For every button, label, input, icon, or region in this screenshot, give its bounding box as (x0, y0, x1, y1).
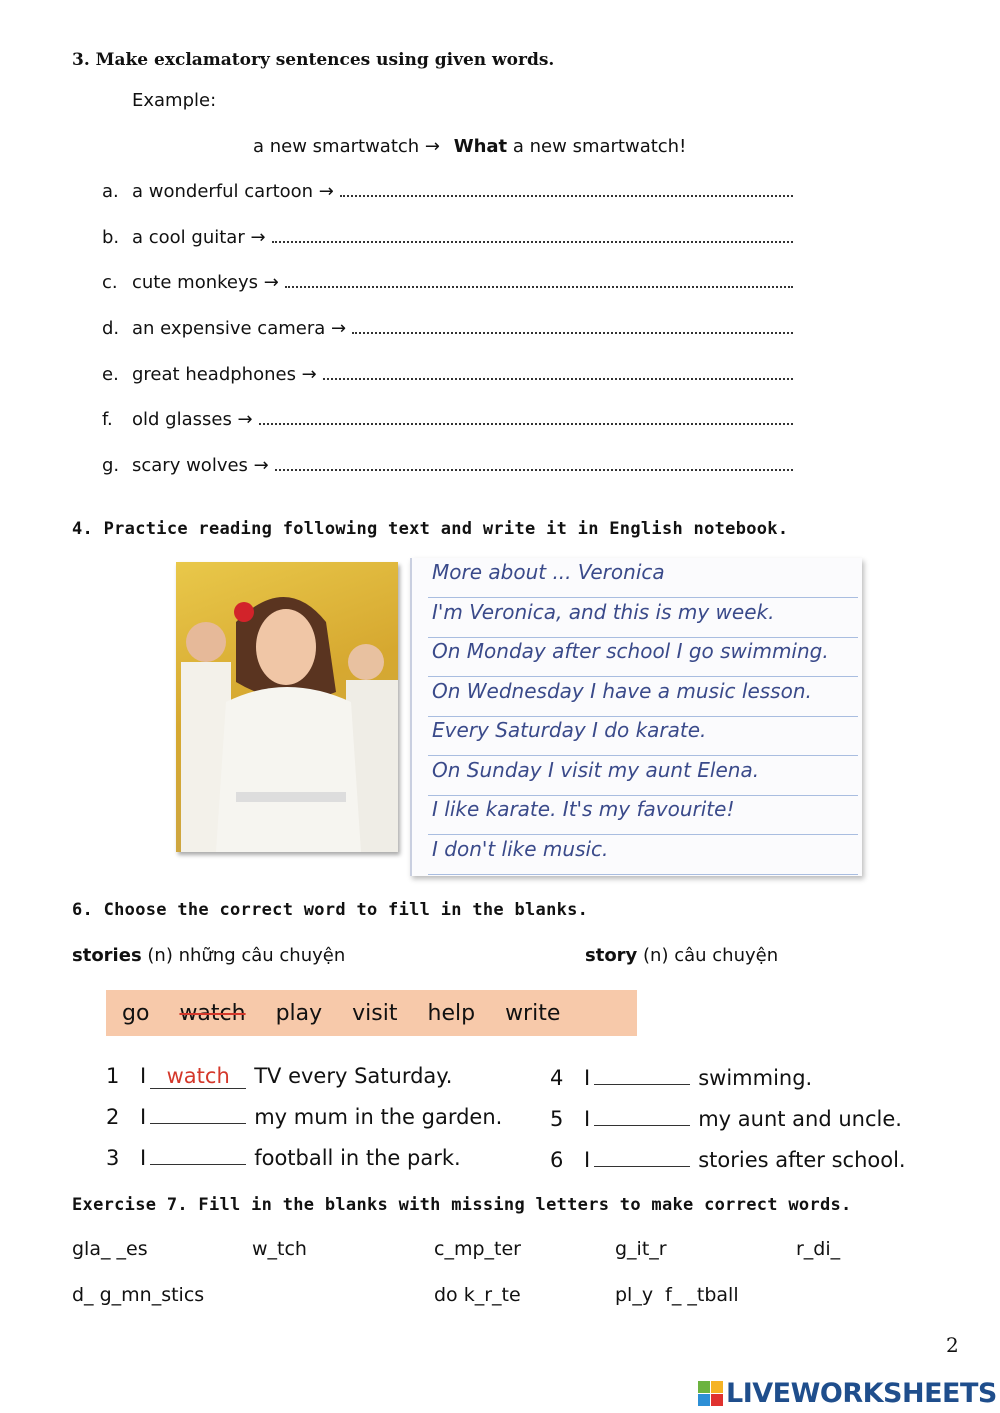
section7-title: Exercise 7. Fill in the blanks with missing letters to make correct words. (72, 1195, 852, 1215)
example-prompt: a new smartwatch → (253, 136, 440, 157)
missing-letter-word[interactable]: w_tch (252, 1238, 307, 1260)
blank-input[interactable] (594, 1125, 690, 1126)
item-label: g. (102, 455, 120, 476)
word-option: go (122, 1000, 150, 1026)
vocab-meaning: (n) những câu chuyện (147, 945, 346, 966)
logo-blocks-icon (698, 1381, 723, 1406)
exercise-item (102, 318, 793, 339)
vocab-word: story (585, 945, 638, 966)
row-rest: football in the park. (254, 1146, 461, 1170)
row-number: 5 (550, 1107, 564, 1131)
vocab-word: stories (72, 945, 142, 966)
example-answer: a new smartwatch! (512, 136, 687, 157)
word-option: play (275, 1000, 323, 1026)
missing-letter-word[interactable]: d_ g_mn_stics (72, 1284, 205, 1306)
word-option: visit (352, 1000, 398, 1026)
blank-input[interactable] (150, 1164, 246, 1165)
vocab-meaning: (n) câu chuyện (643, 945, 779, 966)
blank-input[interactable]: watch (150, 1064, 246, 1089)
fill-blank-row (106, 1064, 452, 1089)
answer-line[interactable] (275, 468, 793, 471)
exercise-item (102, 364, 793, 385)
answer-line[interactable] (259, 422, 793, 425)
section3-title: 3. Make exclamatory sentences using given words. (72, 50, 555, 70)
section4-title: 4. Practice reading following text and write it in English notebook. (72, 519, 789, 539)
word-box (106, 990, 637, 1036)
exercise-item (102, 181, 793, 202)
missing-letter-word[interactable]: gla_ _es (72, 1238, 148, 1260)
example-label: Example: (132, 90, 217, 111)
logo-text: LIVEWORKSHEETS (726, 1378, 997, 1409)
item-label: b. (102, 227, 120, 248)
vocab-story (585, 945, 778, 966)
item-prompt: cute monkeys → (132, 272, 279, 293)
example-sentence (253, 136, 686, 157)
notebook-text (410, 558, 862, 876)
page-number: 2 (946, 1333, 959, 1357)
answer-line[interactable] (352, 331, 793, 334)
fill-blank-row (106, 1146, 461, 1170)
row-subject: I (140, 1146, 147, 1170)
notebook-line: Every Saturday I do karate. (428, 716, 858, 756)
blank-input[interactable] (594, 1084, 690, 1085)
fill-blank-row (550, 1148, 906, 1172)
answer-line[interactable] (285, 285, 793, 288)
exercise-item (102, 409, 793, 430)
answer-line[interactable] (340, 194, 793, 197)
liveworksheets-logo (698, 1378, 997, 1409)
row-number: 2 (106, 1105, 120, 1129)
exercise-item (102, 455, 793, 476)
row-subject: I (584, 1107, 591, 1131)
notebook-line: On Sunday I visit my aunt Elena. (428, 756, 858, 796)
row-subject: I (584, 1066, 591, 1090)
word-option: help (427, 1000, 476, 1026)
notebook-line: More about ... Veronica (428, 558, 858, 598)
blank-input[interactable] (150, 1123, 246, 1124)
item-prompt: a cool guitar → (132, 227, 266, 248)
word-option: write (505, 1000, 561, 1026)
missing-letter-word[interactable]: do k_r_te (434, 1284, 521, 1306)
missing-letter-word[interactable]: c_mp_ter (434, 1238, 521, 1260)
row-number: 1 (106, 1064, 120, 1088)
answer-line[interactable] (272, 240, 793, 243)
notebook-line: On Monday after school I go swimming. (428, 637, 858, 677)
fill-blank-row (106, 1105, 502, 1129)
missing-letter-word[interactable]: g_it_r (615, 1238, 667, 1260)
exercise-item (102, 272, 793, 293)
item-label: d. (102, 318, 120, 339)
row-subject: I (140, 1105, 147, 1129)
notebook-line: I like karate. It's my favourite! (428, 795, 858, 835)
item-prompt: old glasses → (132, 409, 253, 430)
fill-blank-row (550, 1066, 812, 1090)
row-rest: stories after school. (698, 1148, 906, 1172)
row-number: 6 (550, 1148, 564, 1172)
item-label: a. (102, 181, 119, 202)
item-prompt: a wonderful cartoon → (132, 181, 334, 202)
item-label: c. (102, 272, 118, 293)
notebook-line: I don't like music. (428, 835, 858, 875)
vocab-stories (72, 945, 345, 966)
karate-girl-photo (176, 562, 398, 852)
item-prompt: scary wolves → (132, 455, 269, 476)
row-rest: my aunt and uncle. (698, 1107, 902, 1131)
missing-letter-word[interactable]: r_di_ (796, 1238, 841, 1260)
missing-letter-word[interactable]: pl_y f_ _tball (615, 1284, 739, 1306)
item-prompt: an expensive camera → (132, 318, 347, 339)
row-number: 4 (550, 1066, 564, 1090)
row-rest: my mum in the garden. (254, 1105, 503, 1129)
answer-line[interactable] (323, 377, 793, 380)
item-label: f. (102, 409, 113, 430)
row-rest: swimming. (698, 1066, 813, 1090)
notebook-line: I'm Veronica, and this is my week. (428, 598, 858, 638)
section6-title: 6. Choose the correct word to fill in the blanks. (72, 900, 589, 920)
word-option: watch (179, 1000, 246, 1026)
item-prompt: great headphones → (132, 364, 317, 385)
notebook-line: On Wednesday I have a music lesson. (428, 677, 858, 717)
row-subject: I (584, 1148, 591, 1172)
row-rest: TV every Saturday. (254, 1064, 453, 1088)
fill-blank-row (550, 1107, 902, 1131)
row-subject: I (140, 1064, 147, 1088)
blank-input[interactable] (594, 1166, 690, 1167)
exercise-item (102, 227, 793, 248)
row-number: 3 (106, 1146, 120, 1170)
item-label: e. (102, 364, 119, 385)
example-answer-bold: What (453, 136, 508, 157)
